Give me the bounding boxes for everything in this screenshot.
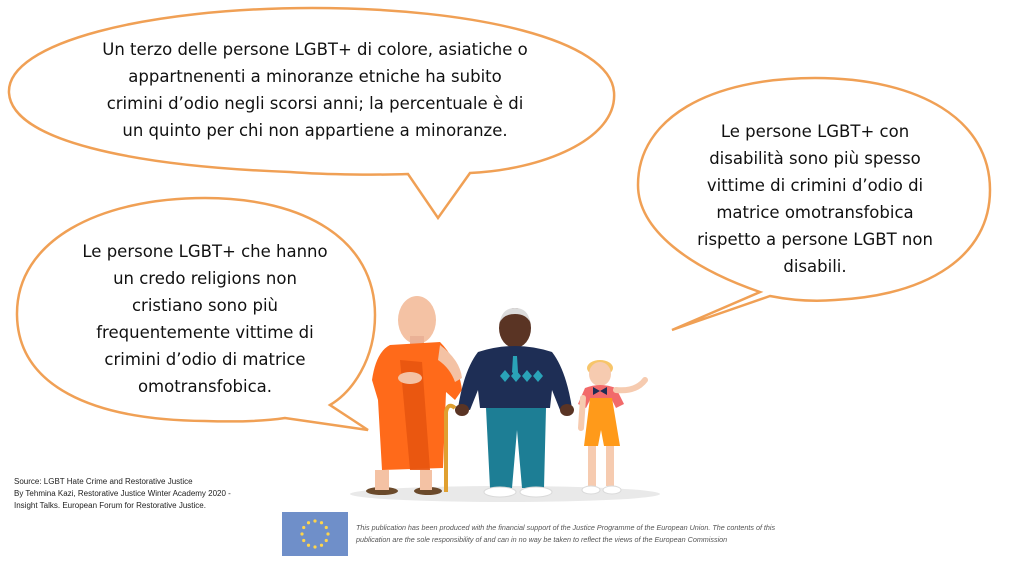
eu-star <box>325 539 328 542</box>
source-line: Insight Talks. European Forum for Restorative Justice. <box>14 501 206 510</box>
bubble-3-text <box>655 118 975 280</box>
bubble-3-line: vittime di crimini d’odio di <box>706 176 924 195</box>
eu-star <box>325 526 328 529</box>
eu-flag-icon <box>282 512 348 556</box>
child-figure <box>578 360 645 494</box>
eu-star <box>302 526 305 529</box>
bubble-1-line: appartnenenti a minoranze etniche ha subito <box>128 67 502 86</box>
bubble-3-line: disabilità sono più spesso <box>709 149 921 168</box>
eu-star <box>320 544 323 547</box>
eu-star <box>313 545 316 548</box>
bubble-3-line: disabili. <box>783 257 847 276</box>
eu-star <box>326 532 329 535</box>
bubble-1-line: crimini d’odio negli scorsi anni; la percentuale è di <box>106 94 524 113</box>
old-man-figure <box>455 308 574 497</box>
source-line: Source: LGBT Hate Crime and Restorative Justice <box>14 477 193 486</box>
bubble-3-line: matrice omotransfobica <box>716 203 914 222</box>
bubble-3-line: Le persone LGBT+ con <box>720 122 910 141</box>
eu-star <box>300 532 303 535</box>
eu-star <box>320 521 323 524</box>
bubble-2-line: frequentemente vittime di <box>96 323 314 342</box>
bubble-2-text <box>45 238 365 400</box>
bubble-2-line: un credo religions non <box>113 269 297 288</box>
funding-disclaimer <box>356 522 826 546</box>
bubble-1-line: un quinto per chi non appartiene a minoranze. <box>122 121 508 140</box>
bubble-2-line: Le persone LGBT+ che hanno <box>82 242 328 261</box>
cane <box>446 406 455 492</box>
eu-star <box>307 544 310 547</box>
disclaimer-line: publication are the sole responsibility of and can in no way be taken to reflect the views of the European Commission <box>356 535 728 544</box>
bubble-2-line: omotransfobica. <box>137 377 273 396</box>
eu-star <box>313 519 316 522</box>
source-citation <box>14 476 274 512</box>
bubble-2-line: crimini d’odio di matrice <box>104 350 306 369</box>
bubble-3-line: rispetto a persone LGBT non <box>697 230 933 249</box>
disclaimer-line: This publication has been produced with the financial support of the Justice Programme of the European Union. The contents of this <box>356 523 776 532</box>
bubble-1-line: Un terzo delle persone LGBT+ di colore, asiatiche o <box>102 40 528 59</box>
source-line: By Tehmina Kazi, Restorative Justice Winter Academy 2020 - <box>14 489 231 498</box>
eu-star <box>302 539 305 542</box>
eu-star <box>307 521 310 524</box>
bubble-2-line: cristiano sono più <box>131 296 278 315</box>
bubble-1-text <box>60 36 570 144</box>
